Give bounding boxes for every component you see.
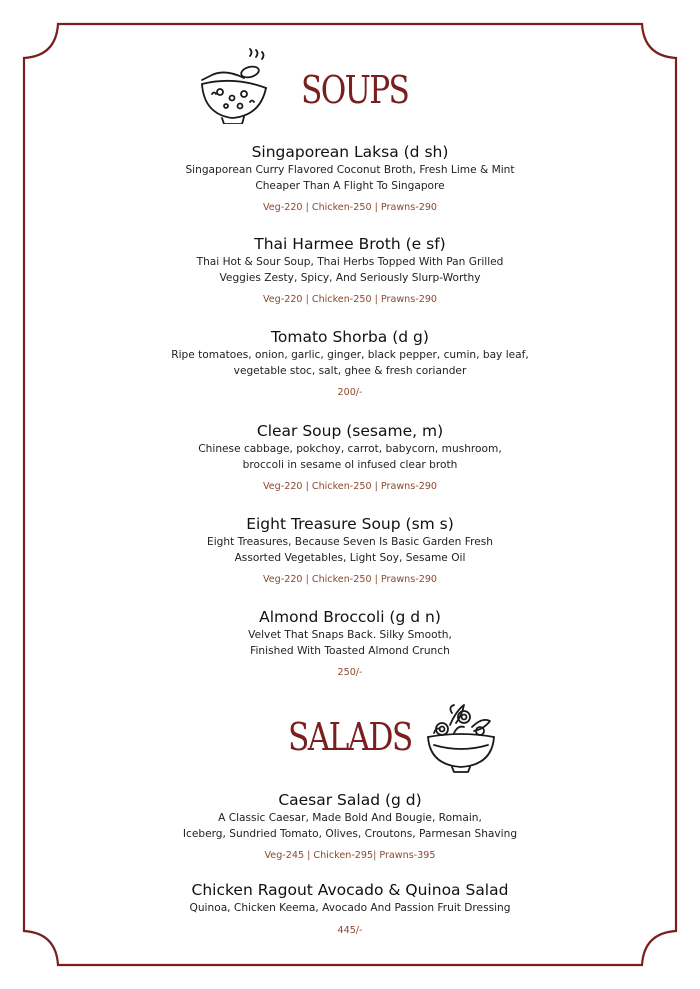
menu-item: [100, 607, 600, 679]
item-description: Assorted Vegetables, Light Soy, Sesame Oil: [234, 551, 466, 564]
item-description: Eight Treasures, Because Seven Is Basic Garden Fresh: [207, 536, 493, 548]
menu-item: [100, 790, 600, 862]
item-name: Singaporean Laksa (d sh): [251, 143, 449, 161]
item-price: Veg-220 | Chicken-250 | Prawns-290: [262, 481, 438, 492]
item-description: Thai Hot & Sour Soup, Thai Herbs Topped With Pan Grilled: [196, 256, 504, 268]
item-name: Thai Harmee Broth (e sf): [254, 235, 446, 253]
soups-heading: SOUPS: [301, 68, 409, 112]
item-description: A Classic Caesar, Made Bold And Bougie, Romain,: [218, 812, 482, 824]
item-price: Veg-245 | Chicken-295| Prawns-395: [264, 850, 436, 861]
item-description: Velvet That Snaps Back. Silky Smooth,: [248, 629, 452, 641]
item-price: 445/-: [337, 924, 363, 936]
item-name: Chicken Ragout Avocado & Quinoa Salad: [191, 881, 509, 899]
menu-item: [100, 421, 600, 493]
item-description: Quinoa, Chicken Keema, Avocado And Passion Fruit Dressing: [189, 902, 511, 914]
item-description: vegetable stoc, salt, ghee & fresh coriander: [233, 364, 467, 377]
item-name: Caesar Salad (g d): [278, 791, 422, 809]
item-description: Veggies Zesty, Spicy, And Seriously Slurp-Worthy: [219, 271, 481, 284]
soup-bowl-icon: [198, 48, 270, 124]
salads-heading: SALADS: [288, 715, 412, 759]
item-price: Veg-220 | Chicken-250 | Prawns-290: [262, 202, 438, 213]
item-name: Clear Soup (sesame, m): [256, 422, 444, 440]
item-description: Cheaper Than A Flight To Singapore: [255, 179, 445, 192]
item-description: Finished With Toasted Almond Crunch: [250, 644, 450, 657]
menu-item: [100, 234, 600, 306]
item-name: Almond Broccoli (g d n): [259, 608, 441, 626]
item-price: Veg-220 | Chicken-250 | Prawns-290: [262, 574, 438, 585]
item-price: Veg-220 | Chicken-250 | Prawns-290: [262, 294, 438, 305]
item-description: Iceberg, Sundried Tomato, Olives, Croutons, Parmesan Shaving: [182, 827, 518, 840]
salad-bowl-icon: [424, 703, 498, 773]
menu-item: [100, 514, 600, 586]
item-description: Ripe tomatoes, onion, garlic, ginger, black pepper, cumin, bay leaf,: [171, 349, 529, 361]
item-price: 200/-: [337, 387, 363, 398]
item-name: Tomato Shorba (d g): [271, 328, 429, 346]
item-description: broccoli in sesame ol infused clear broth: [242, 458, 458, 471]
item-name: Eight Treasure Soup (sm s): [246, 515, 454, 533]
item-description: Singaporean Curry Flavored Coconut Broth, Fresh Lime & Mint: [185, 164, 515, 176]
menu-item: [100, 880, 600, 937]
menu-item: [100, 327, 600, 399]
item-price: 250/-: [337, 667, 363, 678]
item-description: Chinese cabbage, pokchoy, carrot, babycorn, mushroom,: [198, 443, 502, 455]
menu-item: [100, 142, 600, 214]
